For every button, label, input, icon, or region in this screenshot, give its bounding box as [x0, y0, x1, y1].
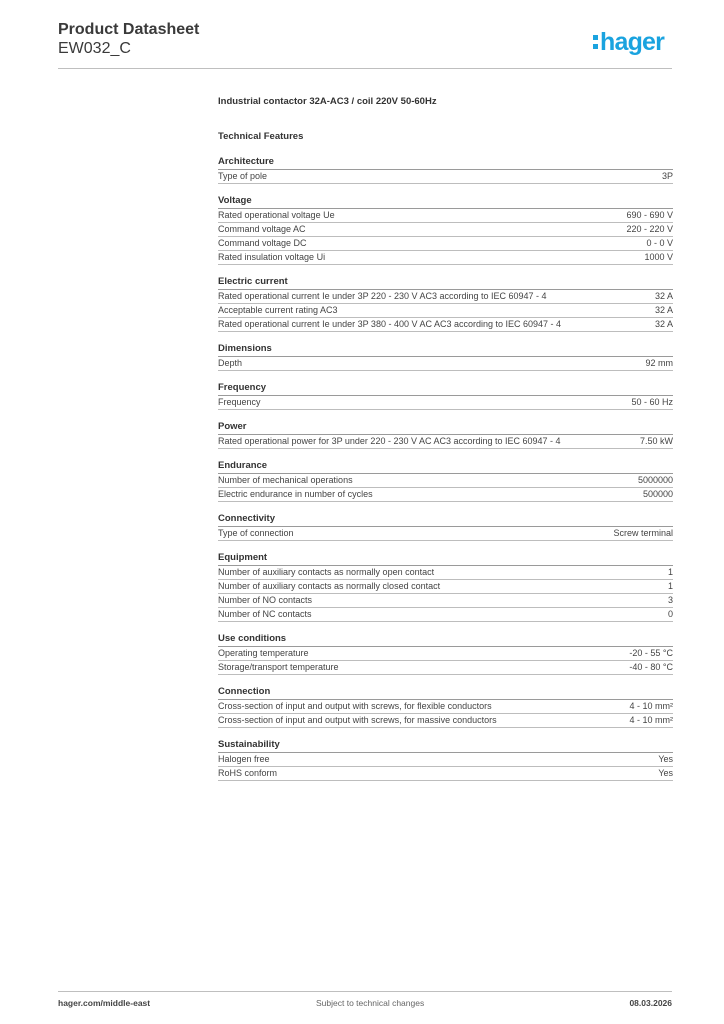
spec-label: Acceptable current rating AC3: [218, 305, 338, 315]
section-title: Electric current: [218, 276, 673, 290]
spec-value: 7.50 kW: [639, 436, 673, 446]
spec-row: [218, 608, 673, 622]
spec-value: 50 - 60 Hz: [631, 397, 673, 407]
technical-features-heading: Technical Features: [218, 131, 304, 142]
spec-value: Yes: [658, 754, 673, 764]
spec-value: 0 - 0 V: [646, 238, 673, 248]
spec-value: 4 - 10 mm²: [629, 715, 673, 725]
spec-value: 32 A: [654, 319, 673, 329]
spec-section: [218, 552, 673, 622]
spec-row: [218, 527, 673, 541]
spec-row: [218, 580, 673, 594]
spec-row: [218, 594, 673, 608]
spec-value: 0: [667, 609, 673, 619]
spec-value: 4 - 10 mm²: [629, 701, 673, 711]
spec-value: -40 - 80 °C: [629, 662, 673, 672]
spec-row: [218, 304, 673, 318]
spec-row: [218, 318, 673, 332]
spec-label: Halogen free: [218, 754, 270, 764]
spec-value: 92 mm: [645, 358, 673, 368]
spec-label: Depth: [218, 358, 243, 368]
product-code: EW032_C: [58, 40, 131, 57]
spec-row: [218, 209, 673, 223]
spec-label: Frequency: [218, 397, 261, 407]
spec-value: 3: [667, 595, 673, 605]
section-title: Endurance: [218, 460, 673, 474]
spec-value: 220 - 220 V: [626, 224, 673, 234]
spec-label: Rated operational current Ie under 3P 380 - 400 V AC AC3 according to IEC 60947 - 4: [218, 319, 562, 329]
spec-value: 1000 V: [644, 252, 673, 262]
footer-note: Subject to technical changes: [316, 998, 425, 1008]
spec-section: [218, 513, 673, 541]
section-title: Sustainability: [218, 739, 673, 753]
section-title: Power: [218, 421, 673, 435]
spec-row: [218, 357, 673, 371]
spec-value: 3P: [661, 171, 673, 181]
spec-row: [218, 714, 673, 728]
section-title: Voltage: [218, 195, 673, 209]
page-title: Product Datasheet: [58, 21, 200, 38]
spec-label: Rated operational voltage Ue: [218, 210, 335, 220]
section-title: Architecture: [218, 156, 673, 170]
product-title: Industrial contactor 32A-AC3 / coil 220V 50-60Hz: [218, 96, 437, 107]
sections-container: [218, 156, 673, 781]
spec-label: Type of pole: [218, 171, 268, 181]
spec-label: Command voltage AC: [218, 224, 306, 234]
spec-value: Screw terminal: [613, 528, 673, 538]
spec-label: Number of auxiliary contacts as normally open contact: [218, 567, 435, 577]
spec-section: [218, 686, 673, 728]
spec-label: Number of NC contacts: [218, 609, 312, 619]
spec-section: [218, 343, 673, 371]
spec-value: 32 A: [654, 305, 673, 315]
section-title: Connection: [218, 686, 673, 700]
spec-label: RoHS conform: [218, 768, 278, 778]
section-title: Equipment: [218, 552, 673, 566]
spec-label: Type of connection: [218, 528, 294, 538]
spec-label: Operating temperature: [218, 648, 309, 658]
spec-section: [218, 739, 673, 781]
spec-row: [218, 566, 673, 580]
spec-row: [218, 700, 673, 714]
spec-row: [218, 290, 673, 304]
spec-row: [218, 753, 673, 767]
section-title: Use conditions: [218, 633, 673, 647]
spec-row: [218, 488, 673, 502]
spec-row: [218, 435, 673, 449]
section-title: Frequency: [218, 382, 673, 396]
spec-section: [218, 633, 673, 675]
spec-label: Storage/transport temperature: [218, 662, 339, 672]
footer-website: hager.com/middle-east: [58, 998, 151, 1008]
spec-value: 5000000: [637, 475, 673, 485]
spec-section: [218, 421, 673, 449]
spec-label: Rated operational power for 3P under 220 - 230 V AC AC3 according to IEC 60947 - 4: [218, 436, 561, 446]
spec-label: Number of NO contacts: [218, 595, 313, 605]
spec-section: [218, 156, 673, 184]
spec-value: 500000: [642, 489, 673, 499]
spec-value: -20 - 55 °C: [629, 648, 673, 658]
header-divider: [58, 68, 672, 69]
section-title: Connectivity: [218, 513, 673, 527]
datasheet-content: [218, 96, 673, 781]
spec-row: [218, 237, 673, 251]
spec-label: Cross-section of input and output with screws, for flexible conductors: [218, 701, 492, 711]
spec-row: [218, 251, 673, 265]
section-title: Dimensions: [218, 343, 673, 357]
spec-row: [218, 661, 673, 675]
spec-label: Cross-section of input and output with screws, for massive conductors: [218, 715, 497, 725]
footer-date: 08.03.2026: [629, 998, 672, 1008]
spec-label: Rated insulation voltage Ui: [218, 252, 326, 262]
hager-logo: [593, 28, 664, 58]
spec-value: Yes: [658, 768, 673, 778]
spec-value: 32 A: [654, 291, 673, 301]
spec-value: 690 - 690 V: [626, 210, 673, 220]
spec-value: 1: [667, 581, 673, 591]
logo-text: hager: [600, 28, 665, 56]
logo-dots-icon: [593, 35, 599, 51]
spec-label: Rated operational current Ie under 3P 220 - 230 V AC3 according to IEC 60947 - 4: [218, 291, 547, 301]
spec-label: Electric endurance in number of cycles: [218, 489, 373, 499]
spec-section: [218, 276, 673, 332]
footer-divider: [58, 991, 672, 992]
spec-row: [218, 474, 673, 488]
spec-section: [218, 460, 673, 502]
spec-row: [218, 767, 673, 781]
spec-label: Number of auxiliary contacts as normally closed contact: [218, 581, 441, 591]
spec-row: [218, 396, 673, 410]
spec-label: Number of mechanical operations: [218, 475, 353, 485]
spec-row: [218, 647, 673, 661]
spec-row: [218, 223, 673, 237]
spec-value: 1: [667, 567, 673, 577]
spec-label: Command voltage DC: [218, 238, 307, 248]
spec-row: [218, 170, 673, 184]
spec-section: [218, 382, 673, 410]
spec-section: [218, 195, 673, 265]
